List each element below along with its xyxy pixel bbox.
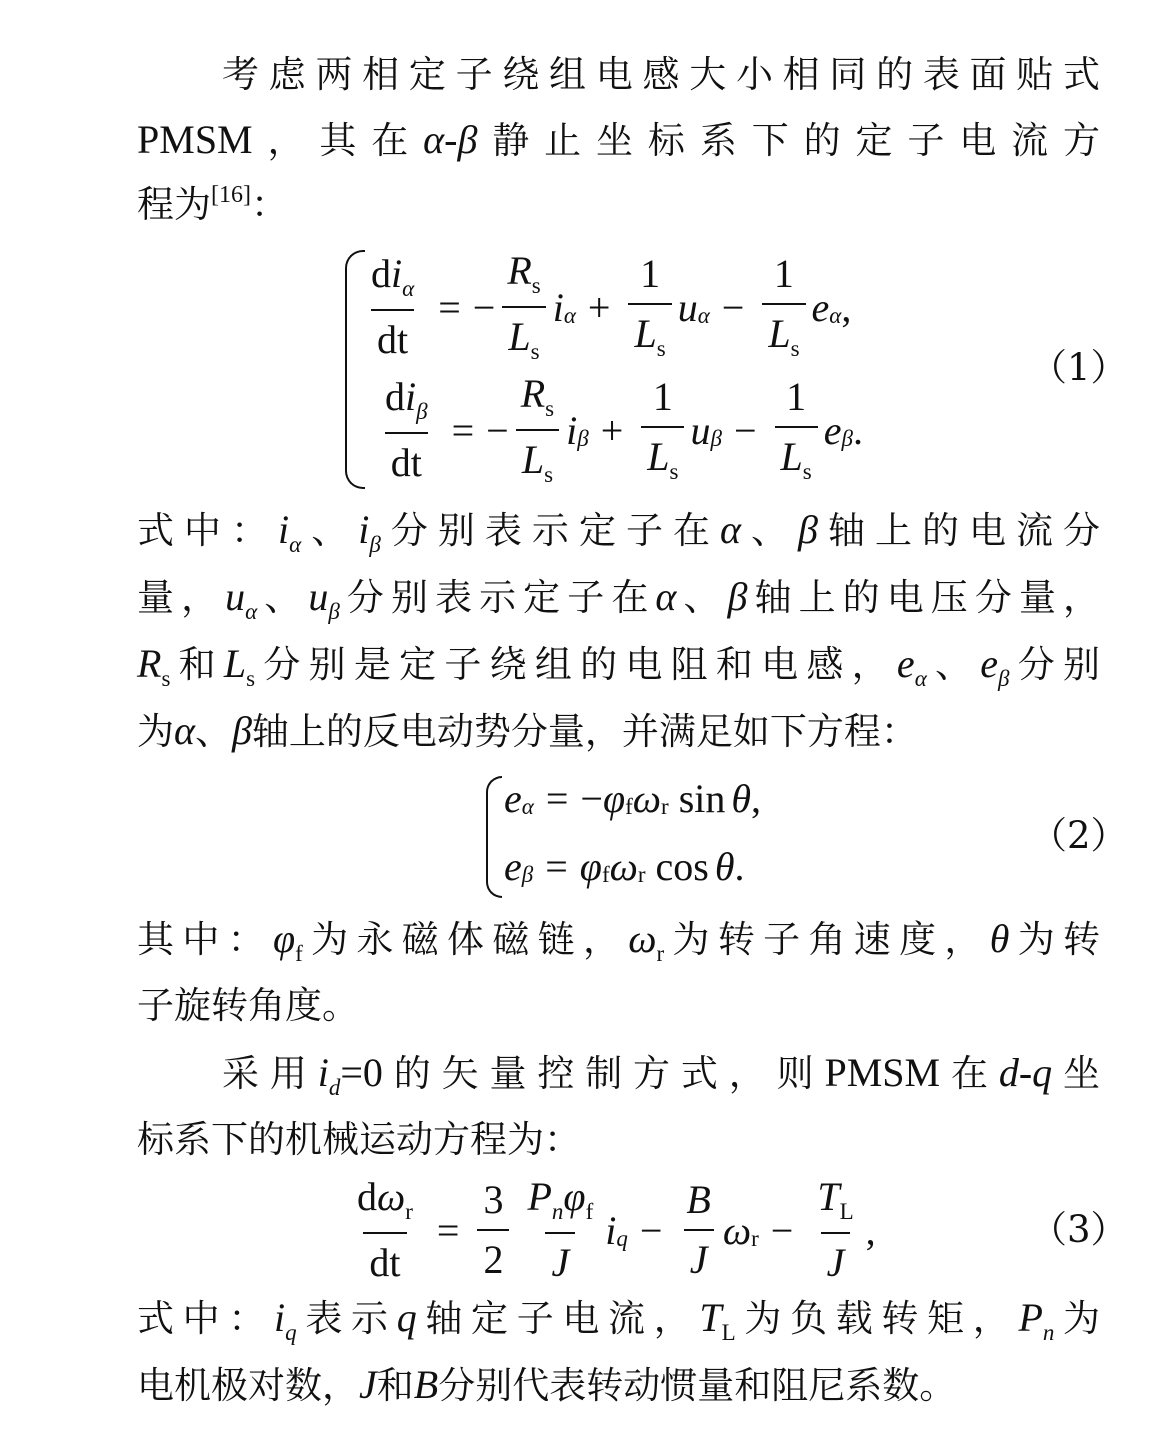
eq1-row2: $\frac{di_\beta}{dt}$ = − $\frac{R_s}{L_s}$ i β + $\frac{1}{L_s}$ u β − $\frac{1}{L_s}$ e β . — [373, 370, 863, 490]
fraction: $\frac{3}{2}$ — [477, 1175, 509, 1285]
para4-line2: 标系下的机械运动方程为： — [137, 1118, 581, 1161]
fraction: $\frac{di_\alpha}{dt}$ — [365, 249, 420, 365]
equation-number-1: （1） — [1030, 346, 1128, 389]
left-brace — [486, 776, 502, 898]
para2-line3: $R_s$和$L_s$分别是定子绕组的电阻和电感，$e_\alpha$、$e_\beta$分别 — [137, 641, 1101, 691]
para2-line1: 式中：$i_\alpha$、$i_\beta$分别表示定子在α、β轴上的电流分 — [137, 507, 1101, 557]
para3-line1: 其中：$\varphi_f$为永磁体磁链，$\omega_r$为转子角速度，θ为转 — [137, 916, 1101, 966]
para5-line1: 式中：$i_q$表示q轴定子电流，$T_L$为负载转矩，$P_n$为 — [137, 1295, 1101, 1345]
eq2-row1: e α = − φ f ω r sin θ , — [504, 775, 762, 821]
fraction: $\frac{P_n\varphi_f}{J}$ — [521, 1172, 599, 1288]
eq2-row2: e β = φ f ω r cos θ . — [504, 843, 745, 889]
citation: [16] — [211, 182, 251, 208]
equation-number-2: （2） — [1030, 814, 1128, 857]
eq1-row1: $\frac{di_\alpha}{dt}$ = − $\frac{R_s}{L_s}$ i α + $\frac{1}{L_s}$ u α − $\frac{1}{L_s}$ e α , — [359, 247, 851, 367]
fraction: $\frac{1}{L_s}$ — [641, 372, 684, 488]
fraction: $\frac{R_s}{L_s}$ — [501, 246, 546, 368]
para1-line3: 程为[16]： — [137, 182, 288, 226]
para1-line2: PMSM，其在α-β静止坐标系下的定子电流方 — [137, 117, 1100, 162]
eq3-row: $\frac{d\omega_r}{dt}$ = $\frac{3}{2}$ $\frac{P_n\varphi_f}{J}$ i q − $\frac{B}{J}$ ω r − $\frac{T_L}{J}$ , — [345, 1170, 876, 1290]
fraction: $\frac{d\omega_r}{dt}$ — [351, 1172, 419, 1288]
fraction: $\frac{1}{L_s}$ — [762, 249, 805, 365]
fraction: $\frac{R_s}{L_s}$ — [515, 369, 560, 491]
para1-line1: 考虑两相定子绕组电感大小相同的表面贴式 — [222, 53, 1100, 96]
fraction: $\frac{B}{J}$ — [680, 1175, 716, 1285]
para4-line1: 采用$i_d=0$的矢量控制方式，则PMSM在d-q坐 — [222, 1050, 1101, 1100]
para3-line2: 子旋转角度。 — [137, 984, 359, 1027]
fraction: $\frac{1}{L_s}$ — [775, 372, 818, 488]
fraction: $\frac{di_\beta}{dt}$ — [379, 372, 434, 488]
para5-line2: 电机极对数，J和B分别代表转动惯量和阻尼系数。 — [137, 1362, 957, 1407]
equation-3 — [345, 1170, 945, 1290]
fraction: $\frac{1}{L_s}$ — [628, 249, 671, 365]
fraction: $\frac{T_L}{J}$ — [811, 1172, 859, 1288]
equation-1 — [345, 245, 945, 490]
equation-number-3: （3） — [1030, 1208, 1128, 1251]
equation-2 — [486, 768, 906, 898]
para2-line2: 量，$u_\alpha$、$u_\beta$分别表示定子在α、β轴上的电压分量， — [137, 574, 1101, 624]
para2-line4: 为α、β轴上的反电动势分量，并满足如下方程： — [137, 708, 918, 753]
